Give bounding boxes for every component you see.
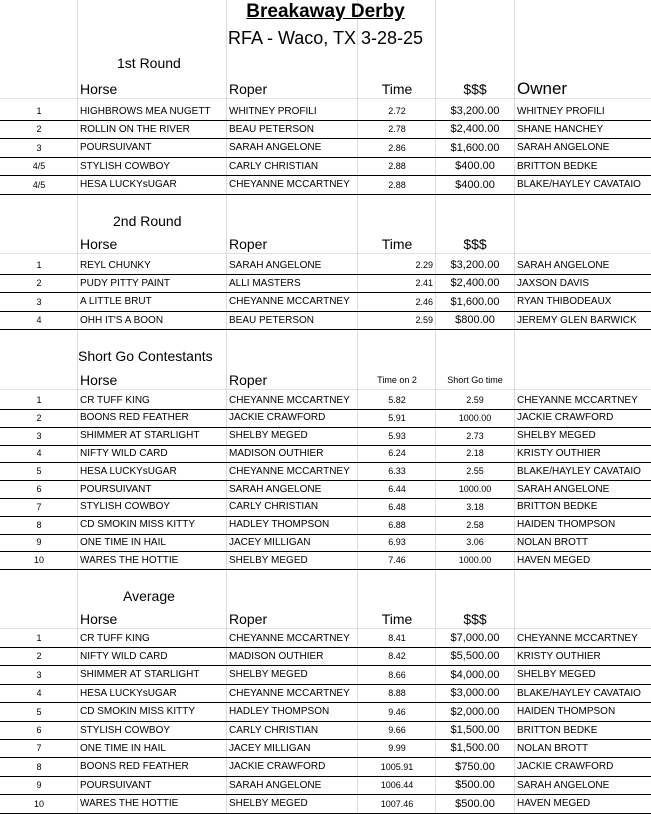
table-row <box>0 516 651 535</box>
table-row <box>0 391 651 410</box>
time-cell: 2.46 <box>415 296 433 307</box>
horse-cell: HESA LUCKYsUGAR <box>80 687 177 699</box>
horse-cell: ONE TIME IN HAIL <box>80 742 166 754</box>
table-row <box>0 293 651 312</box>
table-row <box>0 256 651 275</box>
owner-cell: JAXSON DAVIS <box>517 277 590 289</box>
time-cell: 8.42 <box>388 651 406 662</box>
money-cell: $400.00 <box>455 178 495 191</box>
roper-cell: CHEYANNE MCCARTNEY <box>229 465 350 477</box>
owner-cell: SARAH ANGELONE <box>517 483 610 495</box>
rank-cell: 9 <box>36 780 42 791</box>
roper-cell: SARAH ANGELONE <box>229 483 322 495</box>
horse-cell: OHH IT'S A BOON <box>80 314 164 326</box>
horse-cell: BOONS RED FEATHER <box>80 761 189 773</box>
short-go-time-cell: 1000.00 <box>458 555 492 566</box>
money-cell: $4,000.00 <box>450 668 500 681</box>
time-cell: 6.44 <box>388 484 406 494</box>
roper-cell: BEAU PETERSON <box>229 314 315 326</box>
short-go-time-cell: 3.06 <box>466 537 484 548</box>
header-money: $$$ <box>463 81 487 97</box>
table-row <box>0 551 651 570</box>
money-cell: $7,000.00 <box>450 632 500 644</box>
money-cell: $500.00 <box>455 797 495 810</box>
header-row <box>0 80 651 99</box>
rank-cell: 4 <box>36 315 42 326</box>
table-row <box>0 176 651 195</box>
table-row <box>0 739 651 758</box>
horse-cell: WARES THE HOTTIE <box>80 554 179 566</box>
rank-cell: 4 <box>36 688 42 699</box>
header-roper: Roper <box>229 81 268 97</box>
header-horse: Horse <box>80 81 118 97</box>
table-row <box>0 776 651 795</box>
money-cell: $800.00 <box>455 314 495 327</box>
rank-cell: 3 <box>36 142 42 153</box>
rank-cell: 6 <box>36 725 42 735</box>
rank-cell: 4 <box>36 448 42 459</box>
money-cell: $5,500.00 <box>450 650 500 663</box>
rank-cell: 1 <box>36 633 42 643</box>
rank-cell: 9 <box>36 537 42 548</box>
time-cell: 5.82 <box>388 395 406 405</box>
rank-cell: 10 <box>33 555 44 566</box>
table-row <box>0 721 651 740</box>
header-money: $$$ <box>463 236 487 252</box>
table-row <box>0 102 651 121</box>
roper-cell: CHEYANNE MCCARTNEY <box>229 632 350 644</box>
roper-cell: CARLY CHRISTIAN <box>229 160 319 172</box>
time-cell: 6.88 <box>388 519 406 530</box>
table-row <box>0 120 651 139</box>
table-row <box>0 684 651 703</box>
money-cell: $1,600.00 <box>450 295 500 308</box>
time-cell: 9.99 <box>388 743 406 754</box>
money-cell: $2,400.00 <box>450 123 500 136</box>
owner-cell: BLAKE/HAYLEY CAVATAIO <box>517 465 641 477</box>
horse-cell: ROLLIN ON THE RIVER <box>80 123 190 135</box>
header-time: Time <box>381 611 413 627</box>
roper-cell: SHELBY MEGED <box>229 798 308 810</box>
time-cell: 1005.91 <box>380 761 414 772</box>
roper-cell: MADISON OUTHIER <box>229 650 324 662</box>
rank-cell: 2 <box>36 412 42 423</box>
horse-cell: CD SMOKIN MISS KITTY <box>80 706 196 718</box>
section-title-round2: 2nd Round <box>113 213 182 229</box>
horse-cell: NIFTY WILD CARD <box>80 650 168 662</box>
owner-cell: BRITTON BEDKE <box>517 724 598 736</box>
table-row <box>0 795 651 814</box>
page-title <box>0 1 651 23</box>
time-cell: 8.88 <box>388 688 406 699</box>
time-cell: 1006.44 <box>380 780 414 791</box>
rank-cell: 3 <box>36 669 42 680</box>
horse-cell: PUDY PITTY PAINT <box>80 277 171 289</box>
rank-cell: 7 <box>36 501 42 512</box>
time-cell: 2.29 <box>415 260 433 270</box>
rank-cell: 8 <box>36 519 42 530</box>
table-row <box>0 703 651 722</box>
time-cell: 5.93 <box>388 430 406 441</box>
owner-cell: HAIDEN THOMPSON <box>517 519 616 531</box>
rank-cell: 1 <box>36 395 42 405</box>
rank-cell: 2 <box>36 651 42 662</box>
owner-cell: SARAH ANGELONE <box>517 259 610 271</box>
rank-cell: 3 <box>36 296 42 307</box>
table-row <box>0 629 651 648</box>
roper-cell: CHEYANNE MCCARTNEY <box>229 394 350 406</box>
rank-cell: 4/5 <box>32 161 46 172</box>
rank-cell: 2 <box>36 278 42 289</box>
roper-cell: HADLEY THOMPSON <box>229 519 330 531</box>
time-cell: 9.46 <box>388 706 406 717</box>
header-horse: Horse <box>80 236 118 252</box>
table-row <box>0 274 651 293</box>
header-short-go-time: Short Go time <box>447 375 503 385</box>
roper-cell: JACKIE CRAWFORD <box>229 412 326 424</box>
rank-cell: 1 <box>36 260 42 270</box>
horse-cell: A LITTLE BRUT <box>80 296 152 308</box>
owner-cell: BRITTON BEDKE <box>517 501 598 513</box>
owner-cell: JACKIE CRAWFORD <box>517 412 614 424</box>
header-owner: Owner <box>517 80 568 98</box>
owner-cell: HAIDEN THOMPSON <box>517 706 616 718</box>
owner-cell: SARAH ANGELONE <box>517 142 610 154</box>
time-cell: 9.66 <box>388 725 406 735</box>
money-cell: $500.00 <box>455 779 495 792</box>
roper-cell: SHELBY MEGED <box>229 669 308 681</box>
rank-cell: 4/5 <box>32 179 46 190</box>
roper-cell: SHELBY MEGED <box>229 554 308 566</box>
horse-cell: STYLISH COWBOY <box>80 160 171 172</box>
table-row <box>0 498 651 517</box>
time-cell: 2.88 <box>388 161 406 172</box>
roper-cell: CARLY CHRISTIAN <box>229 501 319 513</box>
table-row <box>0 427 651 446</box>
owner-cell: WHITNEY PROFILI <box>517 105 605 117</box>
roper-cell: JACEY MILLIGAN <box>229 536 311 548</box>
short-go-time-cell: 2.59 <box>466 395 484 405</box>
header-row <box>0 235 651 254</box>
money-cell: $1,600.00 <box>450 141 500 154</box>
horse-cell: WARES THE HOTTIE <box>80 798 179 810</box>
roper-cell: CARLY CHRISTIAN <box>229 724 319 736</box>
time-cell: 2.41 <box>415 278 433 289</box>
header-row <box>0 371 651 390</box>
table-row <box>0 666 651 685</box>
short-go-time-cell: 2.18 <box>466 448 484 459</box>
table-row <box>0 139 651 158</box>
roper-cell: MADISON OUTHIER <box>229 447 324 459</box>
time-cell: 2.78 <box>388 124 406 135</box>
horse-cell: SHIMMER AT STARLIGHT <box>80 430 200 442</box>
owner-cell: CHEYANNE MCCARTNEY <box>517 394 638 406</box>
horse-cell: REYL CHUNKY <box>80 259 151 271</box>
horse-cell: POURSUIVANT <box>80 779 152 791</box>
header-row <box>0 610 651 629</box>
short-go-time-cell: 3.18 <box>466 501 484 512</box>
short-go-time-cell: 1000.00 <box>458 412 492 423</box>
roper-cell: HADLEY THOMPSON <box>229 706 330 718</box>
money-cell: $2,000.00 <box>450 705 500 718</box>
section-title-round1: 1st Round <box>117 55 181 71</box>
short-go-time-cell: 2.73 <box>466 430 484 441</box>
time-cell: 2.72 <box>388 106 406 116</box>
table-row <box>0 480 651 499</box>
time-cell: 2.88 <box>388 179 406 190</box>
time-cell: 6.48 <box>388 501 406 512</box>
owner-cell: KRISTY OUTHIER <box>517 447 601 459</box>
owner-cell: HAVEN MEGED <box>517 798 591 810</box>
owner-cell: NOLAN BROTT <box>517 742 589 754</box>
roper-cell: ALLI MASTERS <box>229 277 301 289</box>
section-title-shortgo: Short Go Contestants <box>78 348 213 364</box>
time-cell: 2.86 <box>388 142 406 153</box>
money-cell: $1,500.00 <box>450 742 500 755</box>
time-cell: 6.24 <box>388 448 406 459</box>
horse-cell: NIFTY WILD CARD <box>80 447 168 459</box>
header-roper: Roper <box>229 611 268 627</box>
horse-cell: STYLISH COWBOY <box>80 724 171 736</box>
money-cell: $3,000.00 <box>450 687 500 700</box>
money-cell: $400.00 <box>455 160 495 173</box>
roper-cell: JACKIE CRAWFORD <box>229 761 326 773</box>
header-time-on-2: Time on 2 <box>377 375 417 385</box>
time-cell: 2.59 <box>415 315 433 326</box>
table-row <box>0 758 651 777</box>
horse-cell: CR TUFF KING <box>80 632 150 644</box>
rank-cell: 1 <box>36 106 42 116</box>
owner-cell: NOLAN BROTT <box>517 536 589 548</box>
roper-cell: SARAH ANGELONE <box>229 142 322 154</box>
owner-cell: SHELBY MEGED <box>517 669 596 681</box>
rank-cell: 8 <box>36 761 42 772</box>
owner-cell: CHEYANNE MCCARTNEY <box>517 632 638 644</box>
roper-cell: SARAH ANGELONE <box>229 779 322 791</box>
rank-cell: 5 <box>36 706 42 717</box>
roper-cell: CHEYANNE MCCARTNEY <box>229 687 350 699</box>
roper-cell: SARAH ANGELONE <box>229 259 322 271</box>
section-title-average: Average <box>123 588 175 604</box>
horse-cell: CD SMOKIN MISS KITTY <box>80 519 196 531</box>
money-cell: $1,500.00 <box>450 724 500 736</box>
horse-cell: HIGHBROWS MEA NUGETT <box>80 105 211 117</box>
header-horse: Horse <box>80 372 118 388</box>
owner-cell: JACKIE CRAWFORD <box>517 761 614 773</box>
horse-cell: SHIMMER AT STARLIGHT <box>80 669 200 681</box>
horse-cell: STYLISH COWBOY <box>80 501 171 513</box>
time-cell: 1007.46 <box>380 798 414 809</box>
rank-cell: 10 <box>33 798 44 809</box>
time-cell: 7.46 <box>388 555 406 566</box>
header-roper: Roper <box>229 372 268 388</box>
roper-cell: WHITNEY PROFILI <box>229 105 317 117</box>
title-text: Breakaway Derby <box>246 1 405 22</box>
table-row <box>0 462 651 481</box>
time-cell: 6.33 <box>388 466 406 477</box>
owner-cell: BRITTON BEDKE <box>517 160 598 172</box>
horse-cell: BOONS RED FEATHER <box>80 412 189 424</box>
owner-cell: SHANE HANCHEY <box>517 123 604 135</box>
table-row <box>0 311 651 330</box>
horse-cell: CR TUFF KING <box>80 394 150 406</box>
owner-cell: KRISTY OUTHIER <box>517 650 601 662</box>
money-cell: $3,200.00 <box>450 105 500 117</box>
roper-cell: BEAU PETERSON <box>229 123 315 135</box>
owner-cell: HAVEN MEGED <box>517 554 591 566</box>
roper-cell: CHEYANNE MCCARTNEY <box>229 179 350 191</box>
time-cell: 6.93 <box>388 537 406 548</box>
header-roper: Roper <box>229 236 268 252</box>
roper-cell: CHEYANNE MCCARTNEY <box>229 296 350 308</box>
horse-cell: ONE TIME IN HAIL <box>80 536 166 548</box>
rank-cell: 7 <box>36 743 42 754</box>
owner-cell: BLAKE/HAYLEY CAVATAIO <box>517 179 641 191</box>
short-go-time-cell: 1000.00 <box>458 484 492 494</box>
roper-cell: JACEY MILLIGAN <box>229 742 311 754</box>
horse-cell: HESA LUCKYsUGAR <box>80 179 177 191</box>
money-cell: $750.00 <box>455 760 495 773</box>
rank-cell: 3 <box>36 430 42 441</box>
horse-cell: POURSUIVANT <box>80 483 152 495</box>
money-cell: $2,400.00 <box>450 277 500 290</box>
owner-cell: SHELBY MEGED <box>517 430 596 442</box>
header-horse: Horse <box>80 611 118 627</box>
owner-cell: BLAKE/HAYLEY CAVATAIO <box>517 687 641 699</box>
owner-cell: SARAH ANGELONE <box>517 779 610 791</box>
table-row <box>0 157 651 176</box>
table-row <box>0 444 651 463</box>
rank-cell: 5 <box>36 466 42 477</box>
rank-cell: 6 <box>36 484 42 494</box>
table-row <box>0 533 651 552</box>
page-subtitle: RFA - Waco, TX 3-28-25 <box>227 28 424 48</box>
header-time: Time <box>381 236 413 252</box>
roper-cell: SHELBY MEGED <box>229 430 308 442</box>
owner-cell: RYAN THIBODEAUX <box>517 296 612 308</box>
table-row <box>0 409 651 428</box>
horse-cell: HESA LUCKYsUGAR <box>80 465 177 477</box>
table-row <box>0 647 651 666</box>
horse-cell: POURSUIVANT <box>80 142 152 154</box>
time-cell: 8.41 <box>388 633 406 643</box>
money-cell: $3,200.00 <box>450 259 500 271</box>
short-go-time-cell: 2.55 <box>466 466 484 477</box>
time-cell: 8.66 <box>388 669 406 680</box>
short-go-time-cell: 2.58 <box>466 519 484 530</box>
time-cell: 5.91 <box>388 412 406 423</box>
rank-cell: 2 <box>36 124 42 135</box>
header-money: $$$ <box>463 611 487 627</box>
owner-cell: JEREMY GLEN BARWICK <box>517 314 637 326</box>
header-time: Time <box>381 81 413 97</box>
